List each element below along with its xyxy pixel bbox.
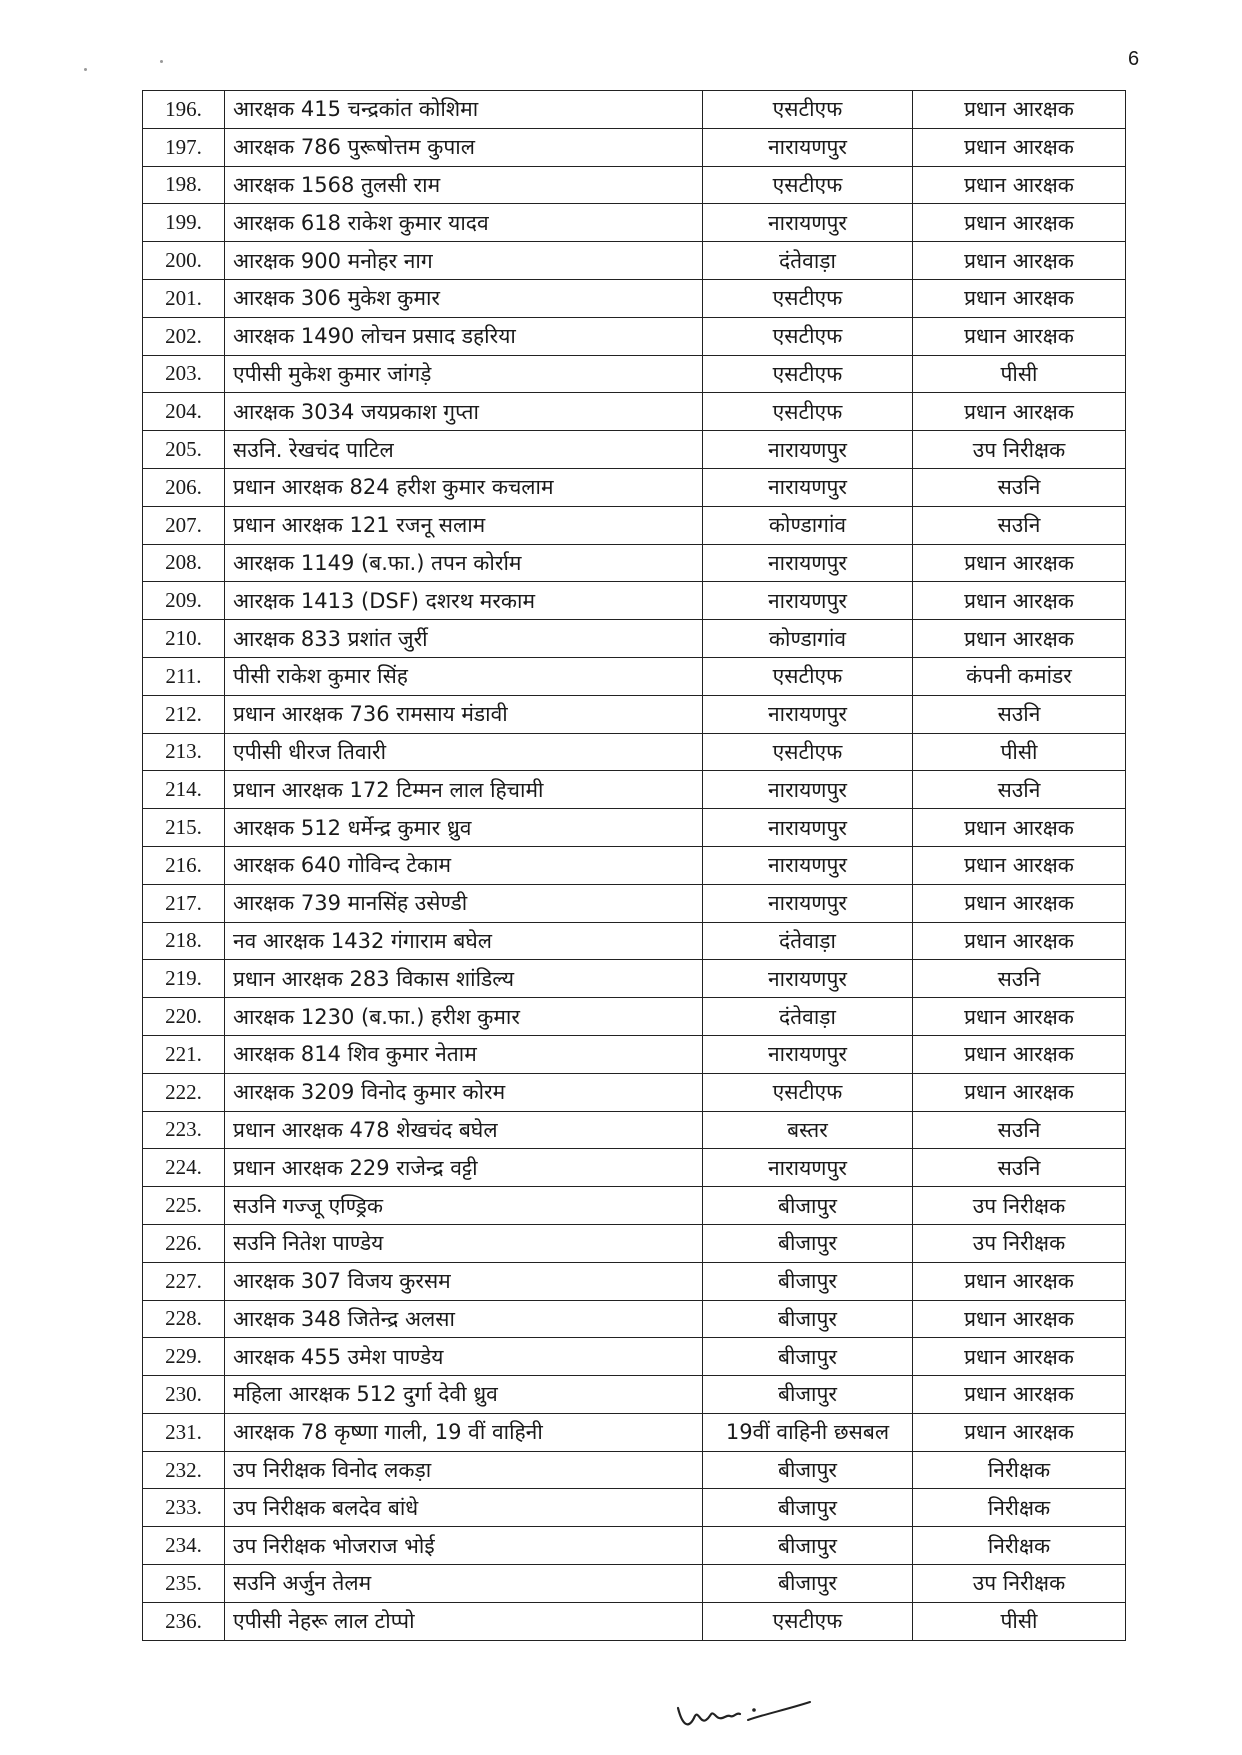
unit-cell: बस्तर <box>703 1111 913 1149</box>
unit-cell: नारायणपुर <box>703 846 913 884</box>
unit-cell: एसटीएफ <box>703 91 913 129</box>
serial-number-cell: 199. <box>143 204 225 242</box>
post-cell: प्रधान आरक्षक <box>913 204 1126 242</box>
table-row <box>143 771 1126 809</box>
post-cell: पीसी <box>913 733 1126 771</box>
table-row <box>143 1527 1126 1565</box>
serial-number-cell: 210. <box>143 620 225 658</box>
unit-cell: नारायणपुर <box>703 809 913 847</box>
unit-cell: बीजापुर <box>703 1489 913 1527</box>
post-cell: पीसी <box>913 355 1126 393</box>
table-row <box>143 1035 1126 1073</box>
post-cell: प्रधान आरक्षक <box>913 1300 1126 1338</box>
unit-cell: एसटीएफ <box>703 166 913 204</box>
post-cell: उप निरीक्षक <box>913 1565 1126 1603</box>
post-cell: प्रधान आरक्षक <box>913 884 1126 922</box>
serial-number-cell: 205. <box>143 431 225 469</box>
table-row <box>143 1187 1126 1225</box>
serial-number-cell: 204. <box>143 393 225 431</box>
handwritten-signature <box>670 1690 820 1740</box>
unit-cell: नारायणपुर <box>703 695 913 733</box>
post-cell: प्रधान आरक्षक <box>913 846 1126 884</box>
serial-number-cell: 221. <box>143 1035 225 1073</box>
unit-cell: नारायणपुर <box>703 884 913 922</box>
serial-number-cell: 203. <box>143 355 225 393</box>
serial-number-cell: 214. <box>143 771 225 809</box>
serial-number-cell: 223. <box>143 1111 225 1149</box>
serial-number-cell: 202. <box>143 317 225 355</box>
serial-number-cell: 230. <box>143 1376 225 1414</box>
scan-speck <box>160 60 163 63</box>
post-cell: प्रधान आरक्षक <box>913 317 1126 355</box>
table-row <box>143 279 1126 317</box>
serial-number-cell: 227. <box>143 1262 225 1300</box>
name-cell: प्रधान आरक्षक 478 शेखचंद बघेल <box>225 1111 703 1149</box>
table-row <box>143 1262 1126 1300</box>
unit-cell: बीजापुर <box>703 1376 913 1414</box>
serial-number-cell: 216. <box>143 846 225 884</box>
unit-cell: बीजापुर <box>703 1565 913 1603</box>
name-cell: आरक्षक 1230 (ब.फा.) हरीश कुमार <box>225 998 703 1036</box>
post-cell: प्रधान आरक्षक <box>913 279 1126 317</box>
post-cell: प्रधान आरक्षक <box>913 91 1126 129</box>
serial-number-cell: 212. <box>143 695 225 733</box>
name-cell: आरक्षक 1490 लोचन प्रसाद डहरिया <box>225 317 703 355</box>
table-row <box>143 960 1126 998</box>
post-cell: उप निरीक्षक <box>913 1187 1126 1225</box>
serial-number-cell: 232. <box>143 1451 225 1489</box>
post-cell: निरीक्षक <box>913 1489 1126 1527</box>
name-cell: प्रधान आरक्षक 283 विकास शांडिल्य <box>225 960 703 998</box>
table-row <box>143 1413 1126 1451</box>
table-row <box>143 1565 1126 1603</box>
post-cell: सउनि <box>913 960 1126 998</box>
name-cell: सउनि नितेश पाण्डेय <box>225 1224 703 1262</box>
post-cell: उप निरीक्षक <box>913 431 1126 469</box>
serial-number-cell: 225. <box>143 1187 225 1225</box>
name-cell: आरक्षक 1568 तुलसी राम <box>225 166 703 204</box>
name-cell: सउनि गज्जू एण्ड्रिक <box>225 1187 703 1225</box>
unit-cell: बीजापुर <box>703 1262 913 1300</box>
table-row <box>143 922 1126 960</box>
serial-number-cell: 233. <box>143 1489 225 1527</box>
unit-cell: दंतेवाड़ा <box>703 998 913 1036</box>
name-cell: आरक्षक 307 विजय कुरसम <box>225 1262 703 1300</box>
name-cell: एपीसी मुकेश कुमार जांगड़े <box>225 355 703 393</box>
name-cell: आरक्षक 78 कृष्णा गाली, 19 वीं वाहिनी <box>225 1413 703 1451</box>
post-cell: सउनि <box>913 1149 1126 1187</box>
post-cell: प्रधान आरक्षक <box>913 1413 1126 1451</box>
unit-cell: एसटीएफ <box>703 1602 913 1640</box>
unit-cell: नारायणपुर <box>703 468 913 506</box>
unit-cell: बीजापुर <box>703 1300 913 1338</box>
name-cell: आरक्षक 1413 (DSF) दशरथ मरकाम <box>225 582 703 620</box>
name-cell: उप निरीक्षक विनोद लकड़ा <box>225 1451 703 1489</box>
serial-number-cell: 236. <box>143 1602 225 1640</box>
name-cell: उप निरीक्षक भोजराज भोई <box>225 1527 703 1565</box>
name-cell: एपीसी धीरज तिवारी <box>225 733 703 771</box>
serial-number-cell: 206. <box>143 468 225 506</box>
name-cell: सउनि अर्जुन तेलम <box>225 1565 703 1603</box>
post-cell: प्रधान आरक्षक <box>913 582 1126 620</box>
serial-number-cell: 209. <box>143 582 225 620</box>
scan-speck <box>84 68 87 71</box>
name-cell: नव आरक्षक 1432 गंगाराम बघेल <box>225 922 703 960</box>
table-row <box>143 1376 1126 1414</box>
post-cell: सउनि <box>913 468 1126 506</box>
serial-number-cell: 196. <box>143 91 225 129</box>
post-cell: प्रधान आरक्षक <box>913 128 1126 166</box>
name-cell: आरक्षक 833 प्रशांत जुर्री <box>225 620 703 658</box>
post-cell: निरीक्षक <box>913 1451 1126 1489</box>
table-row <box>143 317 1126 355</box>
unit-cell: एसटीएफ <box>703 355 913 393</box>
serial-number-cell: 200. <box>143 242 225 280</box>
name-cell: आरक्षक 455 उमेश पाण्डेय <box>225 1338 703 1376</box>
table-row <box>143 1489 1126 1527</box>
unit-cell: नारायणपुर <box>703 1149 913 1187</box>
serial-number-cell: 235. <box>143 1565 225 1603</box>
name-cell: आरक्षक 348 जितेन्द्र अलसा <box>225 1300 703 1338</box>
page-number: 6 <box>1128 48 1140 70</box>
name-cell: प्रधान आरक्षक 172 टिम्मन लाल हिचामी <box>225 771 703 809</box>
table-row <box>143 242 1126 280</box>
table-row <box>143 1149 1126 1187</box>
post-cell: प्रधान आरक्षक <box>913 809 1126 847</box>
table-row <box>143 1224 1126 1262</box>
post-cell: प्रधान आरक्षक <box>913 166 1126 204</box>
post-cell: प्रधान आरक्षक <box>913 1262 1126 1300</box>
post-cell: सउनि <box>913 506 1126 544</box>
name-cell: आरक्षक 618 राकेश कुमार यादव <box>225 204 703 242</box>
serial-number-cell: 198. <box>143 166 225 204</box>
unit-cell: नारायणपुर <box>703 204 913 242</box>
serial-number-cell: 234. <box>143 1527 225 1565</box>
serial-number-cell: 218. <box>143 922 225 960</box>
table-row <box>143 91 1126 129</box>
name-cell: आरक्षक 3209 विनोद कुमार कोरम <box>225 1073 703 1111</box>
post-cell: प्रधान आरक्षक <box>913 620 1126 658</box>
post-cell: प्रधान आरक्षक <box>913 1338 1126 1376</box>
serial-number-cell: 207. <box>143 506 225 544</box>
serial-number-cell: 201. <box>143 279 225 317</box>
post-cell: पीसी <box>913 1602 1126 1640</box>
table-row <box>143 1602 1126 1640</box>
serial-number-cell: 213. <box>143 733 225 771</box>
serial-number-cell: 219. <box>143 960 225 998</box>
serial-number-cell: 222. <box>143 1073 225 1111</box>
table-row <box>143 1111 1126 1149</box>
name-cell: महिला आरक्षक 512 दुर्गा देवी ध्रुव <box>225 1376 703 1414</box>
serial-number-cell: 224. <box>143 1149 225 1187</box>
unit-cell: दंतेवाड़ा <box>703 242 913 280</box>
table-row <box>143 620 1126 658</box>
table-row <box>143 998 1126 1036</box>
unit-cell: नारायणपुर <box>703 1035 913 1073</box>
name-cell: एपीसी नेहरू लाल टोप्पो <box>225 1602 703 1640</box>
post-cell: प्रधान आरक्षक <box>913 1376 1126 1414</box>
serial-number-cell: 231. <box>143 1413 225 1451</box>
post-cell: निरीक्षक <box>913 1527 1126 1565</box>
table-row <box>143 204 1126 242</box>
serial-number-cell: 211. <box>143 657 225 695</box>
unit-cell: बीजापुर <box>703 1224 913 1262</box>
post-cell: उप निरीक्षक <box>913 1224 1126 1262</box>
serial-number-cell: 215. <box>143 809 225 847</box>
table-row <box>143 733 1126 771</box>
post-cell: प्रधान आरक्षक <box>913 393 1126 431</box>
table-row <box>143 582 1126 620</box>
serial-number-cell: 226. <box>143 1224 225 1262</box>
unit-cell: नारायणपुर <box>703 960 913 998</box>
name-cell: पीसी राकेश कुमार सिंह <box>225 657 703 695</box>
table-row <box>143 695 1126 733</box>
unit-cell: बीजापुर <box>703 1187 913 1225</box>
table-row <box>143 1338 1126 1376</box>
post-cell: प्रधान आरक्षक <box>913 1035 1126 1073</box>
serial-number-cell: 229. <box>143 1338 225 1376</box>
unit-cell: बीजापुर <box>703 1338 913 1376</box>
table-row <box>143 1451 1126 1489</box>
table-row <box>143 128 1126 166</box>
table-row <box>143 355 1126 393</box>
serial-number-cell: 220. <box>143 998 225 1036</box>
unit-cell: बीजापुर <box>703 1527 913 1565</box>
table-row <box>143 166 1126 204</box>
name-cell: आरक्षक 739 मानसिंह उसेण्डी <box>225 884 703 922</box>
unit-cell: कोण्डागांव <box>703 506 913 544</box>
table-row <box>143 1073 1126 1111</box>
unit-cell: नारायणपुर <box>703 128 913 166</box>
unit-cell: कोण्डागांव <box>703 620 913 658</box>
unit-cell: एसटीएफ <box>703 733 913 771</box>
unit-cell: एसटीएफ <box>703 393 913 431</box>
unit-cell: दंतेवाड़ा <box>703 922 913 960</box>
unit-cell: नारायणपुर <box>703 582 913 620</box>
table-row <box>143 846 1126 884</box>
name-cell: प्रधान आरक्षक 121 रजनू सलाम <box>225 506 703 544</box>
post-cell: प्रधान आरक्षक <box>913 242 1126 280</box>
table-row <box>143 657 1126 695</box>
post-cell: सउनि <box>913 1111 1126 1149</box>
unit-cell: एसटीएफ <box>703 317 913 355</box>
personnel-table-body <box>143 91 1126 1641</box>
name-cell: आरक्षक 814 शिव कुमार नेताम <box>225 1035 703 1073</box>
post-cell: सउनि <box>913 695 1126 733</box>
table-row <box>143 431 1126 469</box>
name-cell: आरक्षक 640 गोविन्द टेकाम <box>225 846 703 884</box>
post-cell: प्रधान आरक्षक <box>913 922 1126 960</box>
name-cell: उप निरीक्षक बलदेव बांधे <box>225 1489 703 1527</box>
table-row <box>143 884 1126 922</box>
unit-cell: एसटीएफ <box>703 279 913 317</box>
post-cell: प्रधान आरक्षक <box>913 544 1126 582</box>
name-cell: आरक्षक 900 मनोहर नाग <box>225 242 703 280</box>
post-cell: कंपनी कमांडर <box>913 657 1126 695</box>
name-cell: प्रधान आरक्षक 229 राजेन्द्र वट्टी <box>225 1149 703 1187</box>
serial-number-cell: 228. <box>143 1300 225 1338</box>
table-row <box>143 544 1126 582</box>
unit-cell: एसटीएफ <box>703 657 913 695</box>
name-cell: सउनि. रेखचंद पाटिल <box>225 431 703 469</box>
name-cell: आरक्षक 786 पुरूषोत्तम कुपाल <box>225 128 703 166</box>
table-row <box>143 468 1126 506</box>
table-row <box>143 1300 1126 1338</box>
unit-cell: नारायणपुर <box>703 431 913 469</box>
name-cell: प्रधान आरक्षक 736 रामसाय मंडावी <box>225 695 703 733</box>
serial-number-cell: 217. <box>143 884 225 922</box>
name-cell: आरक्षक 3034 जयप्रकाश गुप्ता <box>225 393 703 431</box>
post-cell: सउनि <box>913 771 1126 809</box>
table-row <box>143 506 1126 544</box>
post-cell: प्रधान आरक्षक <box>913 1073 1126 1111</box>
name-cell: आरक्षक 1149 (ब.फा.) तपन कोर्राम <box>225 544 703 582</box>
table-row <box>143 809 1126 847</box>
name-cell: आरक्षक 512 धर्मेन्द्र कुमार ध्रुव <box>225 809 703 847</box>
unit-cell: नारायणपुर <box>703 771 913 809</box>
post-cell: प्रधान आरक्षक <box>913 998 1126 1036</box>
table-row <box>143 393 1126 431</box>
serial-number-cell: 208. <box>143 544 225 582</box>
unit-cell: बीजापुर <box>703 1451 913 1489</box>
unit-cell: नारायणपुर <box>703 544 913 582</box>
name-cell: आरक्षक 415 चन्द्रकांत कोशिमा <box>225 91 703 129</box>
name-cell: प्रधान आरक्षक 824 हरीश कुमार कचलाम <box>225 468 703 506</box>
name-cell: आरक्षक 306 मुकेश कुमार <box>225 279 703 317</box>
serial-number-cell: 197. <box>143 128 225 166</box>
unit-cell: एसटीएफ <box>703 1073 913 1111</box>
unit-cell: 19वीं वाहिनी छसबल <box>703 1413 913 1451</box>
personnel-table <box>142 90 1126 1641</box>
